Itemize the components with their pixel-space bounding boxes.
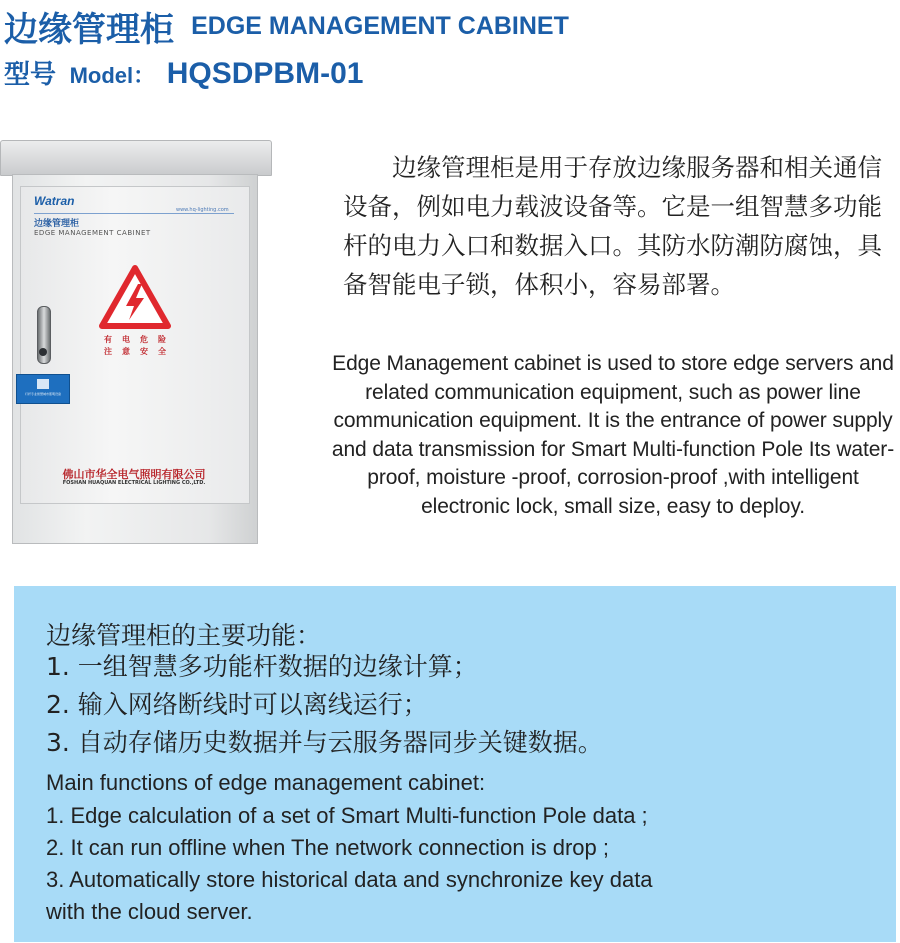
cabinet-info-plate [16,374,70,404]
warning-char: 安 [140,347,148,356]
cabinet-brand-logo: Watran [34,194,75,208]
plate-text: 灯杆专业智慧城市照明设备 [24,392,61,396]
cabinet-label-cn: 边缘管理柜 [34,219,80,229]
model-number: HQSDPBM-01 [166,57,364,90]
functions-heading-en: Main functions of edge management cabinet: [46,770,486,795]
cabinet-label-en: EDGE MANAGEMENT CABINET [34,229,151,237]
description-en: Edge Management cabinet is used to store edge servers and related communication equipment, such as power line communication equipment. It is the entrance of power supply and data transmission for Smart Multi-function Pole Its water-proof, moisture -proof, corrosion-proof ,with intelligent electronic lock, small size, easy to deploy. [331,352,895,518]
title-en: EDGE MANAGEMENT CABINET [191,12,569,40]
list-item: 3. Automatically store historical data and synchronize key data with the cloud server. [46,867,653,924]
functions-list-en [46,800,886,928]
model-label-cn: 型号 [4,60,57,90]
warning-char: 注 [104,347,112,356]
cabinet-lock-icon [39,348,47,356]
description-cn: 边缘管理柜是用于存放边缘服务器和相关通信设备，例如电力载波设备等。它是一组智慧多功能杆的电力入口和数据入口。其防水防潮防腐蚀，具备智能电子锁，体积小，容易部署。 [343,153,882,299]
model-label-en: Model： [69,63,156,88]
cabinet-divider [34,213,234,214]
plate-icon [37,379,49,389]
warning-char: 有 [104,335,112,344]
list-item: 2. It can run offline when The network connection is drop ; [46,835,609,860]
cabinet-image [0,140,272,550]
list-item: 2. 输入网络断线时可以离线运行； [46,690,428,719]
cabinet-company-en: FOSHAN HUAQUAN ELECTRICAL LIGHTING CO.,LTD. [62,480,206,486]
warning-char: 险 [158,335,166,344]
page-title [4,2,569,51]
functions-panel [14,586,896,942]
list-item: 1. 一组智慧多功能杆数据的边缘计算； [46,652,478,681]
high-voltage-warning-icon [98,264,172,330]
functions-list-cn [46,648,603,762]
model-row [4,54,363,91]
warning-char: 危 [140,335,148,344]
functions-heading-cn: 边缘管理柜的主要功能： [46,621,322,650]
warning-char: 全 [158,347,166,356]
cabinet-company-cn: 佛山市华全电气照明有限公司 [62,468,206,481]
list-item: 1. Edge calculation of a set of Smart Multi-function Pole data ; [46,803,648,828]
list-item: 3. 自动存储历史数据并与云服务器同步关键数据。 [46,728,603,757]
warning-char: 电 [122,335,130,344]
title-cn: 边缘管理柜 [4,10,174,50]
cabinet-warning-text [99,334,171,357]
warning-char: 意 [122,347,130,356]
cabinet-url: www.hq-lighting.com [176,207,229,213]
cabinet-roof [0,140,272,176]
